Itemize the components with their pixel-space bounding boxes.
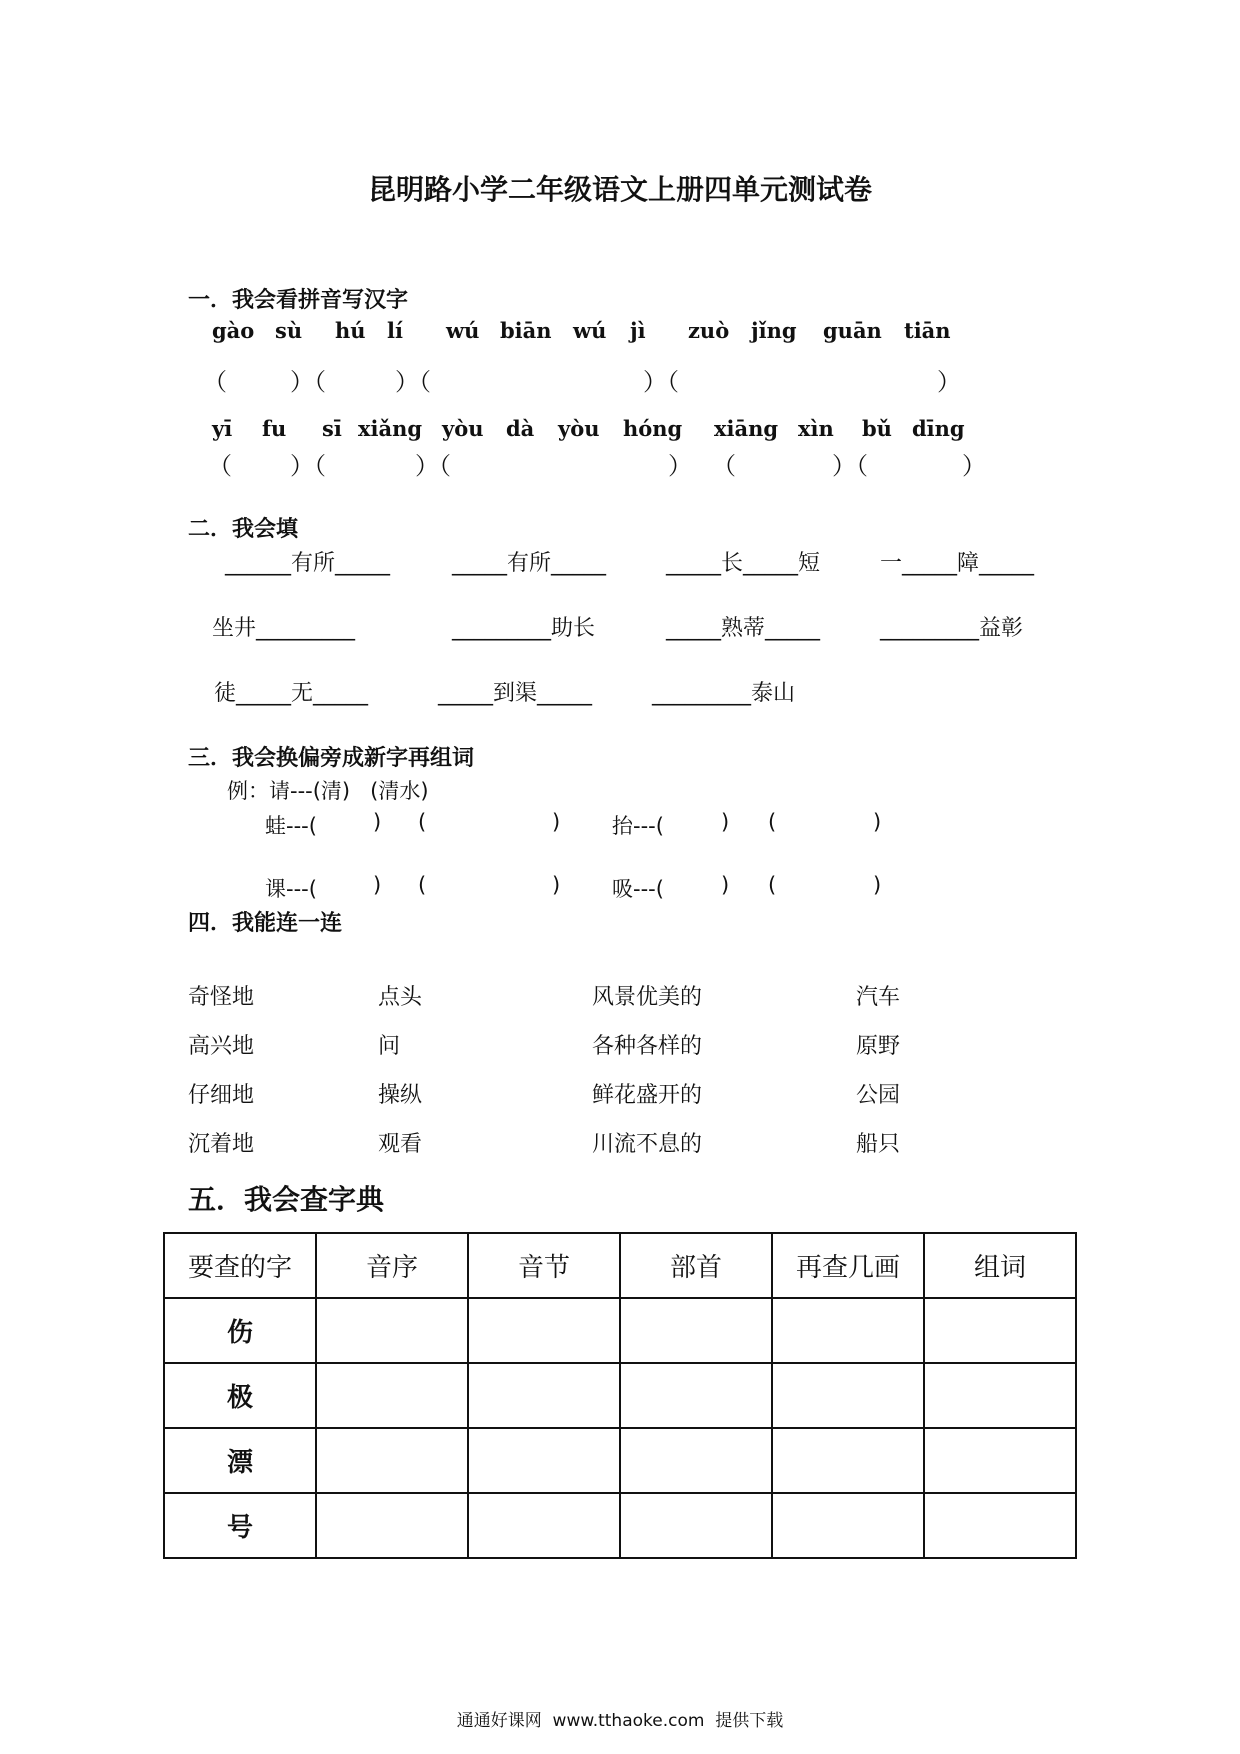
pinyin: hú	[335, 318, 366, 343]
idiom-blank: 徒_____无_____	[214, 681, 369, 706]
answer-paren: ）（	[290, 452, 326, 480]
answer-paren: ）	[668, 452, 692, 480]
answer-cell	[924, 1298, 1076, 1363]
pinyin: xiāng	[714, 416, 779, 441]
verb-item: 操纵	[378, 1083, 423, 1108]
example-line: 例：请---(清) (清水)	[227, 779, 429, 803]
pinyin: hóng	[623, 416, 683, 441]
answer-cell	[316, 1493, 468, 1558]
noun-item: 原野	[856, 1034, 901, 1059]
pinyin: yī	[212, 416, 233, 441]
noun-item: 汽车	[856, 985, 901, 1010]
answer-cell	[316, 1298, 468, 1363]
pinyin: gào	[212, 318, 255, 343]
lookup-char: 伤	[164, 1298, 316, 1363]
answer-cell	[468, 1493, 620, 1558]
pinyin: xiǎng	[358, 416, 423, 441]
idiom-blank: _____熟蒂_____	[666, 616, 821, 641]
idiom-blank: 一_____障_____	[880, 551, 1035, 576]
pinyin: sī	[322, 416, 342, 441]
pinyin: dà	[506, 416, 535, 441]
answer-paren: （	[712, 452, 736, 480]
answer-paren: ）	[937, 368, 961, 396]
idiom-blank: _________泰山	[652, 681, 796, 706]
adverb-item: 高兴地	[188, 1034, 255, 1059]
answer-cell	[924, 1363, 1076, 1428]
column-header: 部首	[620, 1233, 772, 1298]
page-title: 昆明路小学二年级语文上册四单元测试卷	[367, 173, 872, 206]
answer-paren: ）（	[395, 368, 431, 396]
answer-cell	[620, 1298, 772, 1363]
answer-cell	[468, 1298, 620, 1363]
footer-credit: 通通好课网 www.tthaoke.com 提供下载	[456, 1711, 784, 1731]
pinyin: bǔ	[862, 416, 892, 441]
adverb-item: 仔细地	[188, 1083, 255, 1108]
answer-cell	[772, 1298, 924, 1363]
answer-cell	[772, 1493, 924, 1558]
paren: (	[768, 810, 777, 834]
pinyin: wú	[573, 318, 607, 343]
paren: (	[418, 873, 427, 897]
pinyin: wú	[446, 318, 480, 343]
answer-cell	[620, 1363, 772, 1428]
pinyin: yòu	[442, 416, 484, 441]
answer-cell	[316, 1428, 468, 1493]
radical-item: 抬---(	[612, 814, 664, 838]
pinyin: jì	[630, 318, 646, 343]
idiom-blank: 坐井_________	[212, 616, 356, 641]
answer-paren: ）（	[643, 368, 679, 396]
column-header: 要查的字	[164, 1233, 316, 1298]
adjective-item: 川流不息的	[592, 1132, 703, 1157]
answer-cell	[620, 1493, 772, 1558]
section-2-heading: 二．我会填	[188, 517, 299, 542]
lookup-char: 漂	[164, 1428, 316, 1493]
idiom-blank: _________益彰	[880, 616, 1024, 641]
column-header: 组词	[924, 1233, 1076, 1298]
noun-item: 船只	[856, 1132, 901, 1157]
pinyin: zuò	[688, 318, 730, 343]
answer-paren: ）（	[832, 452, 868, 480]
table-row	[164, 1428, 1076, 1493]
pinyin: guān	[823, 318, 882, 343]
idiom-blank: _________助长	[452, 616, 596, 641]
answer-cell	[772, 1428, 924, 1493]
radical-item: 课---(	[265, 877, 317, 901]
answer-paren: ）（	[415, 452, 451, 480]
paren: )	[552, 873, 561, 897]
lookup-char: 极	[164, 1363, 316, 1428]
answer-paren: ）（	[290, 368, 326, 396]
column-header: 再查几画	[772, 1233, 924, 1298]
pinyin: fu	[262, 416, 287, 441]
table-row	[164, 1298, 1076, 1363]
radical-item: 吸---(	[612, 877, 664, 901]
pinyin: jǐng	[751, 318, 797, 343]
paren: )	[873, 873, 882, 897]
pinyin: xìn	[798, 416, 834, 441]
pinyin: sù	[275, 318, 303, 343]
idiom-blank: _____有所_____	[452, 551, 607, 576]
noun-item: 公园	[856, 1083, 901, 1108]
pinyin: tiān	[904, 318, 951, 343]
paren: )	[552, 810, 561, 834]
verb-item: 点头	[378, 985, 423, 1010]
adjective-item: 鲜花盛开的	[592, 1083, 703, 1108]
paren: )	[373, 873, 382, 897]
table-header-row	[164, 1233, 1076, 1298]
paren: )	[721, 873, 730, 897]
idiom-blank: _____长_____短	[666, 551, 821, 576]
radical-item: 蛙---(	[265, 814, 317, 838]
table-row	[164, 1363, 1076, 1428]
section-4-heading: 四．我能连一连	[188, 911, 343, 936]
pinyin: lí	[387, 318, 403, 343]
answer-cell	[468, 1363, 620, 1428]
adverb-item: 奇怪地	[188, 985, 255, 1010]
answer-cell	[924, 1428, 1076, 1493]
verb-item: 问	[378, 1034, 401, 1059]
column-header: 音节	[468, 1233, 620, 1298]
answer-cell	[468, 1428, 620, 1493]
pinyin: biān	[500, 318, 552, 343]
section-5-heading: 五．我会查字典	[188, 1183, 385, 1216]
paren: )	[721, 810, 730, 834]
paren: (	[418, 810, 427, 834]
adjective-item: 风景优美的	[592, 985, 703, 1010]
table-row	[164, 1493, 1076, 1558]
pinyin: yòu	[558, 416, 600, 441]
section-3-heading: 三．我会换偏旁成新字再组词	[188, 746, 475, 771]
paren: )	[373, 810, 382, 834]
paren: (	[768, 873, 777, 897]
answer-paren: （	[203, 368, 227, 396]
answer-cell	[316, 1363, 468, 1428]
answer-cell	[620, 1428, 772, 1493]
answer-paren: ）	[962, 452, 986, 480]
adjective-item: 各种各样的	[592, 1034, 703, 1059]
column-header: 音序	[316, 1233, 468, 1298]
idiom-blank: ______有所_____	[225, 551, 391, 576]
idiom-blank: _____到渠_____	[438, 681, 593, 706]
verb-item: 观看	[378, 1132, 423, 1157]
paren: )	[873, 810, 882, 834]
answer-cell	[772, 1363, 924, 1428]
answer-cell	[924, 1493, 1076, 1558]
lookup-char: 号	[164, 1493, 316, 1558]
answer-paren: （	[208, 452, 232, 480]
pinyin: dīng	[912, 416, 965, 441]
dictionary-table	[163, 1232, 1077, 1559]
section-1-heading: 一．我会看拼音写汉字	[188, 288, 409, 313]
adverb-item: 沉着地	[188, 1132, 255, 1157]
